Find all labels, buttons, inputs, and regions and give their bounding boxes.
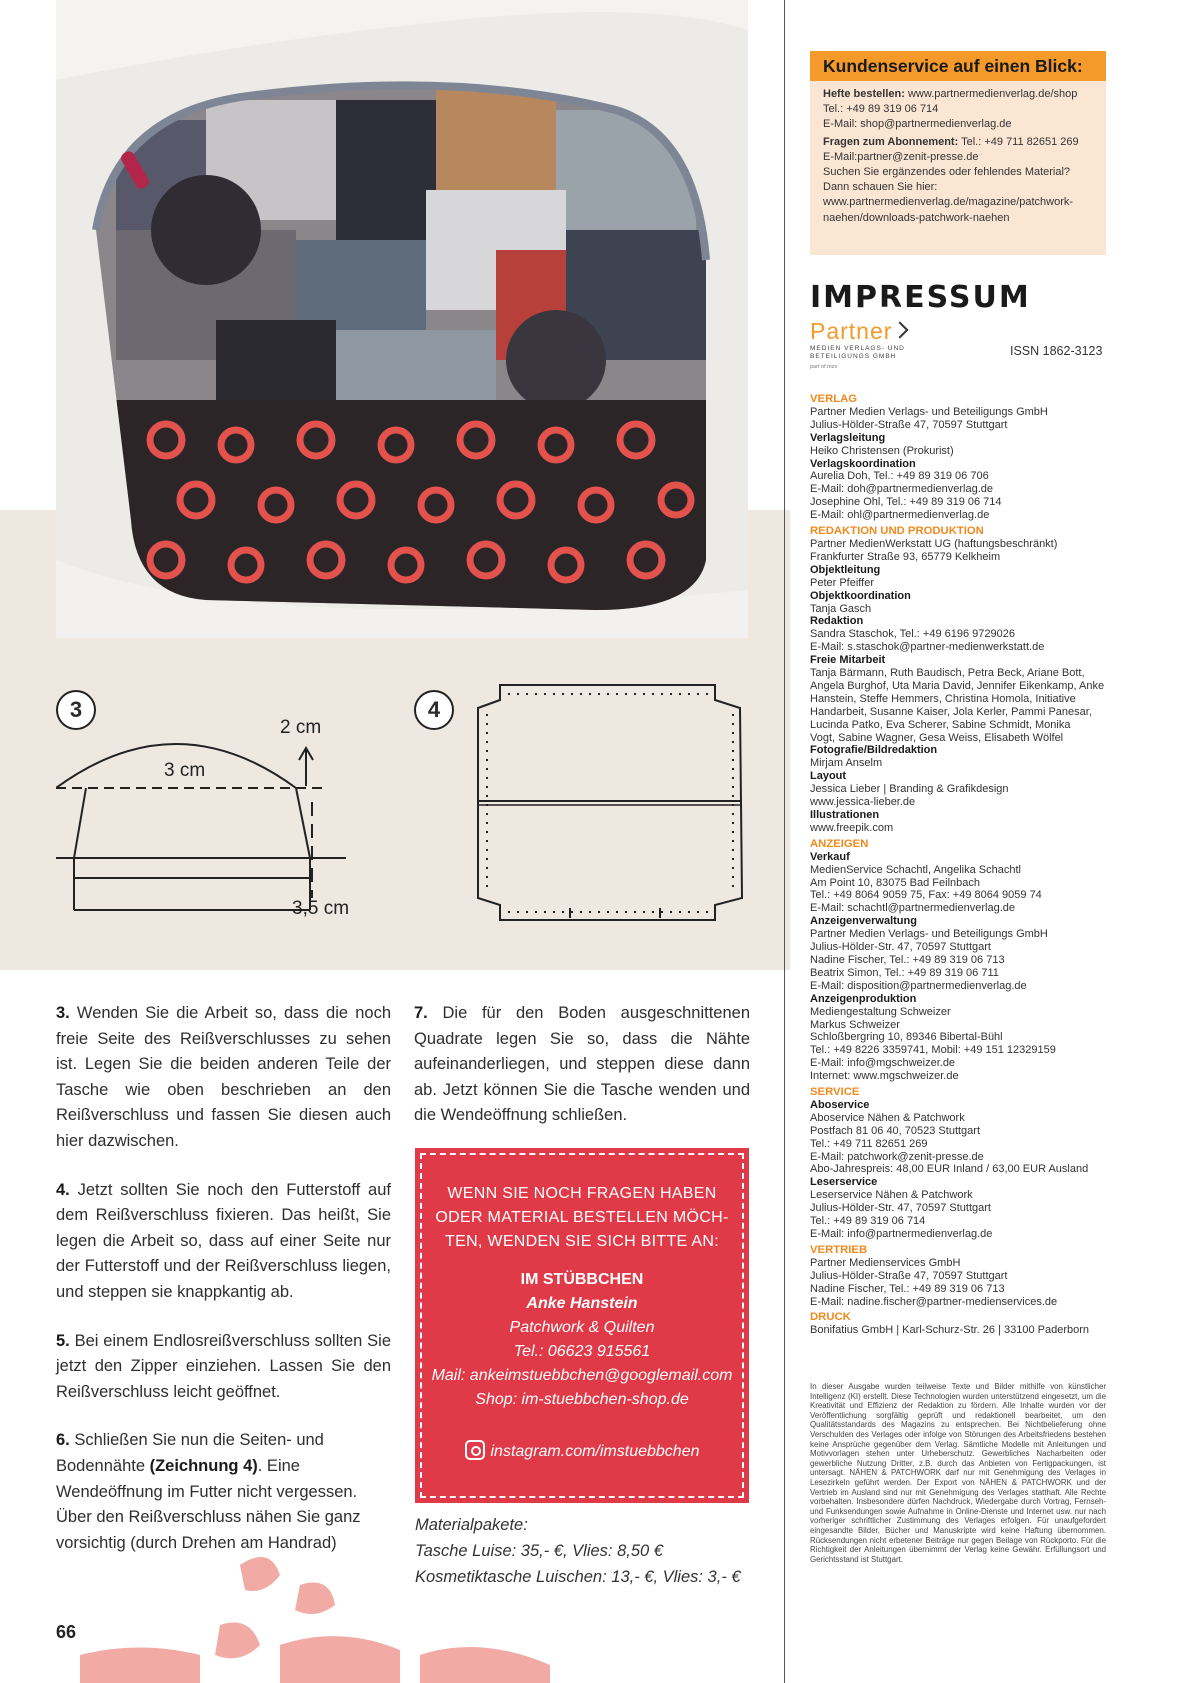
step-5: 5. Bei einem Endlosreißverschluss sollten Sie jetzt den Zipper einziehen. Lassen Sie den Reißverschluss leicht geöffnet. <box>56 1331 391 1401</box>
impressum-line: Aboservice Nähen & Patchwork <box>810 1111 965 1124</box>
impressum-line: E-Mail: s.staschok@partner-medienwerkstatt.de <box>810 641 1045 654</box>
contact-email[interactable]: Mail: ankeimstuebbchen@googlemail.com <box>431 1367 733 1384</box>
impressum-line: Nadine Fischer, Tel.: +49 89 319 06 713 <box>810 1282 1005 1295</box>
page-number: 66 <box>56 1622 77 1642</box>
instructions-left-column <box>56 1001 391 1579</box>
impressum-role-label: Verlagskoordination <box>810 457 916 470</box>
pouch-photo <box>56 0 748 638</box>
contact-heading: WENN SIE NOCH FRAGEN HABEN ODER MATERIAL BESTELLEN MÖCH- TEN, WENDEN SIE SICH BITTE AN: <box>435 1185 729 1250</box>
impressum-line: Tel.: +49 711 82651 269 <box>810 1137 928 1150</box>
impressum-line: E-Mail: info@partnermedienverlag.de <box>810 1228 993 1240</box>
impressum-line: Partner MedienWerkstatt UG (haftungsbeschränkt) <box>810 537 1058 550</box>
impressum-section-heading: SERVICE <box>810 1086 860 1099</box>
impressum-section-heading: DRUCK <box>810 1311 851 1324</box>
impressum-section-heading: REDAKTION UND PRODUKTION <box>810 525 984 538</box>
impressum-line: Mediengestaltung Schweizer <box>810 1005 951 1018</box>
impressum-line: Tel.: +49 89 319 06 714 <box>810 1215 926 1228</box>
impressum-line: Julius-Hölder-Str. 47, 70597 Stuttgart <box>810 1202 991 1215</box>
impressum-role-label: Fotografie/Bildredaktion <box>810 744 938 757</box>
impressum-role-label: Verlagsleitung <box>810 431 886 444</box>
impressum-line: Nadine Fischer, Tel.: +49 89 319 06 713 <box>810 953 1005 966</box>
impressum-line: Partner Medienservices GmbH <box>810 1256 961 1269</box>
shop-name: IM STÜBBCHEN <box>520 1271 644 1288</box>
issn: ISSN 1862-3123 <box>1010 344 1103 358</box>
legal-disclaimer: In dieser Ausgabe wurden teilweise Texte und Bilder mithilfe von künstlicher Intelligenz (KI) erstellt. Diese Technologien wurden unterstützend eingesetzt, um die Kreativität und Effizienz der Redaktion zu fördern. Alle Inhalte wurden vor der Veröffentlichung sorgfältig geprüft und redaktionell bearbeitet, um den Qualitätsstandards des Magazins zu entsprechen. Bei Nichtbelieferung ohne Verschulden des Verlages oder infolge von Störungen des Arbeitsfriedens bestehen keine Ansprüche gegenüber dem Verlag. Sämtliche Modelle mit Anleitungen und Motivvorlagen stehen unter Urheberschutz. Gewerbliches Nacharbeiten oder gewerbliche Nutzung Dritter, z.B. durch das Anbieten von Fertigpackungen, ist untersagt. NÄHEN & PATCHWORK darf nur mit Genehmigung des Verlages in Lesezirkeln geführt werden. Der Export von NÄHEN & PATCHWORK und der Vertrieb im Ausland sind nur mit Genehmigung des Verlages statthaft. Alle Rechte vorbehalten. Insbesondere dürfen Nachdruck, Wiedergabe durch Vortrag, Fernseh- und Funksendungen sowie Aufnahme in Online-Dienste und Internet usw. nur nach vorheriger schriftlicher Zustimmung des Verlages erfolgen. Für unaufgefordert eingesandte Bilder, Bücher und Manuskripte wird keine Haftung übernommen. Rücksendungen nicht erbetener Beiträge nur gegen Beilage von Rückporto. Für die Richtigkeit der Anleitungen übernimmt der Verlag keine Gewähr. Erfüllungsort und Gerichtsstand ist Stuttgart. <box>810 1382 1106 1564</box>
contact-box <box>415 1148 749 1503</box>
impressum-line: Hanstein, Steffe Hemmers, Christina Homola, Initiative <box>810 692 1076 705</box>
impressum-line: E-Mail: ohl@partnermedienverlag.de <box>810 509 990 522</box>
impressum-line: Abo-Jahrespreis: 48,00 EUR Inland / 63,00 EUR Ausland <box>810 1163 1089 1176</box>
label-3-5cm: 3,5 cm <box>292 898 350 919</box>
impressum-line: Peter Pfeiffer <box>810 576 874 589</box>
decorative-shapes <box>80 1545 560 1683</box>
impressum-details <box>810 390 1110 1337</box>
impressum-role-label: Anzeigenverwaltung <box>810 915 917 928</box>
impressum-line: Tanja Gasch <box>810 602 872 615</box>
customer-service-line: Tel.: +49 89 319 06 714 <box>823 103 939 116</box>
impressum-line: Aurelia Doh, Tel.: +49 89 319 06 706 <box>810 470 989 483</box>
impressum-line: E-Mail: disposition@partnermedienverlag.de <box>810 979 1027 992</box>
impressum-line: E-Mail: nadine.fischer@partner-medienservices.de <box>810 1295 1058 1308</box>
impressum-role-label: Illustrationen <box>810 809 880 821</box>
step-3: 3. Wenden Sie die Arbeit so, dass die noch freie Seite des Reißverschlusses zu sehen ist. Legen Sie die beiden anderen Teile der Tasche wie oben beschrieben an den Reißverschluss und fassen Sie diesen auch hier dazwischen. <box>56 1004 391 1150</box>
instructions-right-column <box>414 1001 750 1152</box>
impressum-line: Markus Schweizer <box>810 1018 900 1031</box>
impressum-role-label: Verkauf <box>810 850 850 863</box>
shop-link[interactable]: Shop: im-stuebbchen-shop.de <box>475 1391 689 1408</box>
impressum-role-label: Layout <box>810 770 847 783</box>
impressum-line: Mirjam Anselm <box>810 757 883 770</box>
impressum-line: E-Mail: patchwork@zenit-presse.de <box>810 1150 984 1163</box>
impressum-line: Tel.: +49 8064 9059 75, Fax: +49 8064 9059 74 <box>810 889 1042 902</box>
partner-logo: Partner MEDIEN VERLAGS- UND BETEILIGUNGS GMBH part of mzv <box>810 318 906 370</box>
label-2cm: 2 cm <box>280 717 322 738</box>
impressum-line: Tanja Bärmann, Ruth Baudisch, Petra Beck, Ariane Bott, <box>810 667 1085 680</box>
impressum-role-label: Aboservice <box>810 1098 870 1111</box>
material-packages: Materialpakete: Tasche Luise: 35,- €, Vlies: 8,50 € Kosmetiktasche Luischen: 13,- €, Vlies: 3,- € <box>415 1516 741 1586</box>
customer-service-line: naehen/downloads-patchwork-naehen <box>823 211 1010 224</box>
instagram-link[interactable]: instagram.com/imstuebbchen <box>415 1440 749 1461</box>
step-4: 4. Jetzt sollten Sie noch den Futterstoff auf dem Reißverschluss fixieren. Das heißt, Sie legen die Arbeit so, dass auf einer Seite nur der Futterstoff und der Reißverschluss liegen, und steppen sie knappkantig ab. <box>56 1180 391 1301</box>
impressum-line: Vogt, Sabine Wagner, Gesa Weiss, Elisabeth Wölfel <box>810 731 1064 744</box>
impressum-line: Bonifatius GmbH | Karl-Schurz-Str. 26 | 33100 Paderborn <box>810 1324 1090 1337</box>
impressum-line: Schloßbergring 10, 89346 Bibertal-Bühl <box>810 1031 1003 1044</box>
instagram-icon <box>465 1440 485 1460</box>
impressum-line: Leserservice Nähen & Patchwork <box>810 1189 973 1202</box>
impressum-line: Postfach 81 06 40, 70523 Stuttgart <box>810 1124 981 1137</box>
impressum-line: MedienService Schachtl, Angelika Schachtl <box>810 863 1021 876</box>
contact-person: Anke Hanstein <box>526 1295 638 1312</box>
step-7: 7. Die für den Boden ausgeschnittenen Quadrate legen Sie so, dass die Nähte aufeinanderliegen, und steppen diese dann ab. Jetzt können Sie die Tasche wenden und die Wendeöffnung schließen. <box>414 1004 750 1125</box>
impressum-section-heading: ANZEIGEN <box>810 837 869 850</box>
diagram-4-number: 4 <box>414 690 454 730</box>
impressum-role-label: Freie Mitarbeit <box>810 654 886 667</box>
column-divider <box>784 0 785 1683</box>
impressum-role-label: Leserservice <box>810 1176 878 1189</box>
impressum-line: Internet: www.mgschweizer.de <box>810 1070 959 1083</box>
impressum-line: Lucinda Patko, Eva Scherer, Sabine Schmidt, Monika <box>810 718 1071 731</box>
customer-service-line: E-Mail: shop@partnermedienverlag.de <box>823 118 1012 131</box>
impressum-line: Handarbeit, Susanne Kaiser, Jola Kerler, Pammi Panesar, <box>810 705 1092 718</box>
step-6: 6. Schließen Sie nun die Seiten- und Bodennähte (Zeichnung 4). Eine Wendeöffnung im Futter nicht vergessen. Über den Reißverschluss nähen Sie ganz vorsichtig (durch Drehen am Handrad) <box>56 1431 361 1552</box>
impressum-line: Julius-Hölder-Straße 47, 70597 Stuttgart <box>810 418 1008 431</box>
customer-service-title: Kundenservice auf einen Blick: <box>810 51 1106 81</box>
impressum-line: E-Mail: doh@partnermedienverlag.de <box>810 483 993 496</box>
label-3cm: 3 cm <box>164 760 206 781</box>
diagram-4-drawing <box>470 680 752 930</box>
impressum-line: Jessica Lieber | Branding & Grafikdesign <box>810 783 1009 796</box>
impressum-role-label: Redaktion <box>810 615 864 628</box>
impressum-line: E-Mail: schachtl@partnermedienverlag.de <box>810 902 1015 915</box>
customer-service-box <box>810 51 1106 255</box>
impressum-line: Frankfurter Straße 93, 65779 Kelkheim <box>810 550 1001 563</box>
customer-service-line: Fragen zum Abonnement: Tel.: +49 711 82651 269 <box>823 135 1079 148</box>
impressum-title: IMPRESSUM <box>810 280 1031 315</box>
impressum-section-heading: VERTRIEB <box>810 1243 868 1256</box>
impressum-line: Beatrix Simon, Tel.: +49 89 319 06 711 <box>810 966 999 979</box>
customer-service-line: E-Mail:partner@zenit-presse.de <box>823 150 979 163</box>
impressum-line: E-Mail: info@mgschweizer.de <box>810 1057 956 1070</box>
diagram-3-number: 3 <box>56 690 96 730</box>
impressum-line: Sandra Staschok, Tel.: +49 6196 9729026 <box>810 628 1015 641</box>
impressum-line: Angela Burghof, Uta Maria David, Jennifer Eikenkamp, Anke <box>810 679 1105 692</box>
impressum-section-heading: VERLAG <box>810 393 858 405</box>
impressum-role-label: Objektleitung <box>810 563 881 576</box>
shop-tagline: Patchwork & Quilten <box>509 1319 655 1336</box>
impressum-line: Heiko Christensen (Prokurist) <box>810 444 954 457</box>
impressum-role-label: Objektkoordination <box>810 589 911 602</box>
impressum-line: Julius-Hölder-Straße 47, 70597 Stuttgart <box>810 1269 1008 1282</box>
impressum-line: Julius-Hölder-Str. 47, 70597 Stuttgart <box>810 941 991 954</box>
impressum-line: Tel.: +49 8226 3359741, Mobil: +49 151 12329159 <box>810 1044 1056 1057</box>
impressum-line: www.jessica-lieber.de <box>810 796 916 809</box>
customer-service-line: Hefte bestellen: www.partnermedienverlag.de/shop <box>823 88 1078 100</box>
customer-service-line: Suchen Sie ergänzendes oder fehlendes Material? <box>823 166 1071 178</box>
customer-service-line: Dann schauen Sie hier: <box>823 181 938 194</box>
impressum-line: Josephine Ohl, Tel.: +49 89 319 06 714 <box>810 496 1002 509</box>
chevron-right-icon <box>892 322 909 339</box>
customer-service-line: www.partnermedienverlag.de/magazine/patchwork- <box>823 196 1074 209</box>
impressum-line: Partner Medien Verlags- und Beteiligungs GmbH <box>810 405 1048 418</box>
impressum-role-label: Anzeigenproduktion <box>810 992 917 1005</box>
impressum-line: Partner Medien Verlags- und Beteiligungs GmbH <box>810 928 1048 941</box>
impressum-line: Am Point 10, 83075 Bad Feilnbach <box>810 876 981 889</box>
contact-phone: Tel.: 06623 915561 <box>513 1343 651 1360</box>
impressum-line: www.freepik.com <box>810 821 894 834</box>
